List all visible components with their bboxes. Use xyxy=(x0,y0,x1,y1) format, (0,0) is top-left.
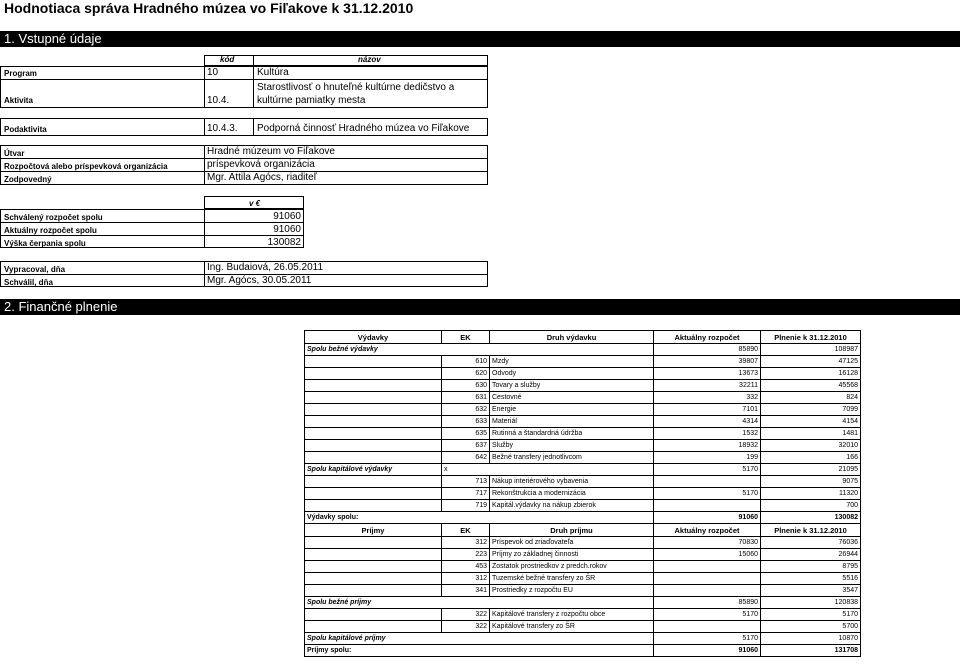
item-plnenie: 32010 xyxy=(761,440,861,452)
kap-rows xyxy=(305,476,861,512)
item-budget: 4314 xyxy=(654,416,761,428)
item-name: Kapitálové transfery zo ŠR xyxy=(490,621,654,633)
empty-cell xyxy=(305,404,442,416)
empty-cell xyxy=(305,392,442,404)
item-name: Kapitálové transfery z rozpočtu obce xyxy=(490,609,654,621)
col-prijmy: Príjmy xyxy=(305,524,442,537)
row-x: x xyxy=(442,464,654,476)
item-plnenie: 5170 xyxy=(761,609,861,621)
divider xyxy=(253,118,254,136)
ek-code: 635 xyxy=(442,428,490,440)
col-druh: Druh výdavku xyxy=(490,331,654,344)
currency-unit: v € xyxy=(249,199,261,208)
col-druh: Druh príjmu xyxy=(490,524,654,537)
item-budget: 7101 xyxy=(654,404,761,416)
table-row xyxy=(305,392,861,404)
kod-nazov-header xyxy=(204,55,488,66)
row-plnenie: 10870 xyxy=(761,633,861,645)
ek-code: 453 xyxy=(442,561,490,573)
podaktivita-label: Podaktivita xyxy=(4,125,47,134)
utvar-value: Hradné múzeum vo Fiľakove xyxy=(207,146,335,157)
table-row xyxy=(305,609,861,621)
item-budget: 70830 xyxy=(654,537,761,549)
subtotal-row xyxy=(305,597,861,609)
utvar-label: Útvar xyxy=(4,149,25,158)
total-row xyxy=(305,512,861,524)
ek-code: 633 xyxy=(442,416,490,428)
zodpovedny-label: Zodpovedný xyxy=(4,175,52,184)
divider xyxy=(204,261,205,287)
table-row xyxy=(305,621,861,633)
item-plnenie: 1481 xyxy=(761,428,861,440)
subtotal-row xyxy=(305,464,861,476)
page-title: Hodnotiaca správa Hradného múzea vo Fiľakove k 31.12.2010 xyxy=(4,0,414,16)
row-budget: 91060 xyxy=(654,512,761,524)
total-row xyxy=(305,645,861,657)
table-row xyxy=(305,476,861,488)
empty-cell xyxy=(305,585,442,597)
item-plnenie: 47125 xyxy=(761,356,861,368)
program-name: Kultúra xyxy=(257,67,289,78)
item-budget: 5170 xyxy=(654,609,761,621)
item-plnenie: 5700 xyxy=(761,621,861,633)
ek-code: 312 xyxy=(442,573,490,585)
col-ek: EK xyxy=(442,524,490,537)
item-name: Prostriedky z rozpočtu EU xyxy=(490,585,654,597)
ek-code: 322 xyxy=(442,609,490,621)
table-header-row xyxy=(305,331,861,344)
empty-cell xyxy=(305,500,442,512)
item-name: Rekonštrukcia a modernizácia xyxy=(490,488,654,500)
table-row xyxy=(305,440,861,452)
empty-cell xyxy=(305,573,442,585)
aktivita-name-line1: Starostlivosť o hnuteľné kultúrne dedičstvo a xyxy=(257,82,455,93)
schvaleny-label: Schválený rozpočet spolu xyxy=(4,213,103,222)
item-plnenie: 3547 xyxy=(761,585,861,597)
subtotal-row xyxy=(305,344,861,356)
item-plnenie: 16128 xyxy=(761,368,861,380)
col-plnenie: Plnenie k 31.12.2010 xyxy=(761,524,861,537)
divider xyxy=(204,118,205,136)
item-budget xyxy=(654,621,761,633)
row-plnenie: 130082 xyxy=(761,512,861,524)
item-plnenie: 76036 xyxy=(761,537,861,549)
schvalil-value: Mgr. Agócs, 30.05.2011 xyxy=(207,275,312,286)
row-plnenie: 21095 xyxy=(761,464,861,476)
item-budget: 1532 xyxy=(654,428,761,440)
vypracoval-label: Vypracoval, dňa xyxy=(4,265,66,274)
ek-code: 719 xyxy=(442,500,490,512)
row-budget: 91060 xyxy=(654,645,761,657)
section-header-inputs: 1. Vstupné údaje xyxy=(0,31,960,47)
col-ek: EK xyxy=(442,331,490,344)
item-budget xyxy=(654,573,761,585)
row-label: Spolu kapitálové výdavky xyxy=(305,464,442,476)
item-plnenie: 824 xyxy=(761,392,861,404)
subtotal-row xyxy=(305,633,861,645)
row-budget: 5170 xyxy=(654,464,761,476)
table-row xyxy=(305,380,861,392)
table-row xyxy=(305,428,861,440)
item-budget xyxy=(654,585,761,597)
row-label: Spolu bežné príjmy xyxy=(305,597,654,609)
ek-code: 610 xyxy=(442,356,490,368)
item-name: Nákup interiérového vybavenia xyxy=(490,476,654,488)
item-name: Bežné transfery jednotlivcom xyxy=(490,452,654,464)
item-name: Cestovné xyxy=(490,392,654,404)
item-plnenie: 11320 xyxy=(761,488,861,500)
row-budget: 5170 xyxy=(654,633,761,645)
item-budget: 15060 xyxy=(654,549,761,561)
vypracoval-value: Ing. Budaiová, 26.05.2011 xyxy=(207,262,324,273)
cerpanie-label: Výška čerpania spolu xyxy=(4,239,86,248)
col-plnenie: Plnenie k 31.12.2010 xyxy=(761,331,861,344)
aktivita-code: 10.4. xyxy=(207,95,230,106)
unit-header xyxy=(204,196,304,209)
item-name: Kapitál.výdavky na nákup zbierok xyxy=(490,500,654,512)
empty-cell xyxy=(305,440,442,452)
item-name: Rutinná a štandardná údržba xyxy=(490,428,654,440)
item-budget: 5170 xyxy=(654,488,761,500)
bezne-rows xyxy=(305,356,861,464)
row-budget: 85890 xyxy=(654,344,761,356)
section-header-finance: 2. Finančné plnenie xyxy=(0,299,960,315)
ek-code: 630 xyxy=(442,380,490,392)
aktivita-name-line2: kultúrne pamiatky mesta xyxy=(257,95,366,106)
item-budget: 32211 xyxy=(654,380,761,392)
zodpovedny-value: Mgr. Attila Agócs, riaditeľ xyxy=(207,172,317,183)
row-plnenie: 108987 xyxy=(761,344,861,356)
empty-cell xyxy=(305,549,442,561)
item-budget xyxy=(654,500,761,512)
ek-code: 632 xyxy=(442,404,490,416)
item-name: Tuzemské bežné transfery zo ŠR xyxy=(490,573,654,585)
table-row xyxy=(305,585,861,597)
empty-cell xyxy=(305,428,442,440)
col-vydavky: Výdavky xyxy=(305,331,442,344)
ek-code: 341 xyxy=(442,585,490,597)
program-code: 10 xyxy=(207,67,219,78)
empty-cell xyxy=(305,621,442,633)
row-label: Výdavky spolu: xyxy=(305,512,654,524)
divider xyxy=(0,222,304,223)
ek-code: 620 xyxy=(442,368,490,380)
program-label: Program xyxy=(4,69,37,78)
col-budget: Aktuálny rozpočet xyxy=(654,331,761,344)
empty-cell xyxy=(305,368,442,380)
kap-p-rows xyxy=(305,609,861,633)
item-budget xyxy=(654,476,761,488)
podaktivita-code: 10.4.3. xyxy=(207,123,238,134)
kod-header: kód xyxy=(220,55,235,64)
row-budget: 85890 xyxy=(654,597,761,609)
item-name: Tovary a služby xyxy=(490,380,654,392)
ek-code: 637 xyxy=(442,440,490,452)
ek-code: 713 xyxy=(442,476,490,488)
item-budget xyxy=(654,561,761,573)
aktualny-label: Aktuálny rozpočet spolu xyxy=(4,226,97,235)
ek-code: 322 xyxy=(442,621,490,633)
empty-cell xyxy=(305,537,442,549)
table-header-row xyxy=(305,524,861,537)
empty-cell xyxy=(305,561,442,573)
item-name: Príjmy zo základnej činnosti xyxy=(490,549,654,561)
table-row xyxy=(305,368,861,380)
item-budget: 13673 xyxy=(654,368,761,380)
item-plnenie: 9075 xyxy=(761,476,861,488)
prijmy-rows xyxy=(305,537,861,597)
item-name: Energie xyxy=(490,404,654,416)
item-plnenie: 8795 xyxy=(761,561,861,573)
table-row xyxy=(305,488,861,500)
divider xyxy=(0,235,304,236)
item-name: Príspevok od zriaďovateľa xyxy=(490,537,654,549)
table-row xyxy=(305,500,861,512)
table-row xyxy=(305,356,861,368)
empty-cell xyxy=(305,416,442,428)
empty-cell xyxy=(305,488,442,500)
podaktivita-name: Podporná činnosť Hradného múzea vo Fiľakove xyxy=(257,123,470,134)
aktualny-value: 91060 xyxy=(273,224,301,235)
empty-cell xyxy=(305,452,442,464)
divider xyxy=(204,145,205,185)
ek-code: 717 xyxy=(442,488,490,500)
item-plnenie: 4154 xyxy=(761,416,861,428)
schvaleny-value: 91060 xyxy=(273,211,301,222)
ek-code: 631 xyxy=(442,392,490,404)
table-row xyxy=(305,549,861,561)
table-row xyxy=(305,452,861,464)
item-name: Zostatok prostriedkov z predch.rokov xyxy=(490,561,654,573)
item-plnenie: 166 xyxy=(761,452,861,464)
empty-cell xyxy=(305,380,442,392)
table-row xyxy=(305,416,861,428)
table-row xyxy=(305,573,861,585)
row-label: Spolu kapitálové príjmy xyxy=(305,633,654,645)
divider xyxy=(204,66,205,108)
table-row xyxy=(305,537,861,549)
row-label: Spolu bežné výdavky xyxy=(305,344,654,356)
item-name: Služby xyxy=(490,440,654,452)
item-name: Odvody xyxy=(490,368,654,380)
item-plnenie: 700 xyxy=(761,500,861,512)
empty-cell xyxy=(305,356,442,368)
row-label: Príjmy spolu: xyxy=(305,645,654,657)
aktivita-label: Aktivita xyxy=(4,96,33,105)
organizacia-value: príspevková organizácia xyxy=(207,159,315,170)
organizacia-label: Rozpočtová alebo príspevková organizácia xyxy=(4,162,168,171)
item-plnenie: 26944 xyxy=(761,549,861,561)
item-budget: 18932 xyxy=(654,440,761,452)
nazov-header: názov xyxy=(358,55,381,64)
row-plnenie: 131708 xyxy=(761,645,861,657)
item-name: Materiál xyxy=(490,416,654,428)
item-plnenie: 7099 xyxy=(761,404,861,416)
item-plnenie: 45568 xyxy=(761,380,861,392)
item-plnenie: 5516 xyxy=(761,573,861,585)
item-name: Mzdy xyxy=(490,356,654,368)
ek-code: 642 xyxy=(442,452,490,464)
divider xyxy=(0,79,488,80)
ek-code: 312 xyxy=(442,537,490,549)
row-plnenie: 120838 xyxy=(761,597,861,609)
schvalil-label: Schválil, dňa xyxy=(4,278,53,287)
ek-code: 223 xyxy=(442,549,490,561)
col-budget: Aktuálny rozpočet xyxy=(654,524,761,537)
item-budget: 332 xyxy=(654,392,761,404)
item-budget: 199 xyxy=(654,452,761,464)
empty-cell xyxy=(305,609,442,621)
item-budget: 39807 xyxy=(654,356,761,368)
table-row xyxy=(305,404,861,416)
finance-table xyxy=(304,330,861,657)
table-row xyxy=(305,561,861,573)
cerpanie-value: 130082 xyxy=(267,237,301,248)
empty-cell xyxy=(305,476,442,488)
